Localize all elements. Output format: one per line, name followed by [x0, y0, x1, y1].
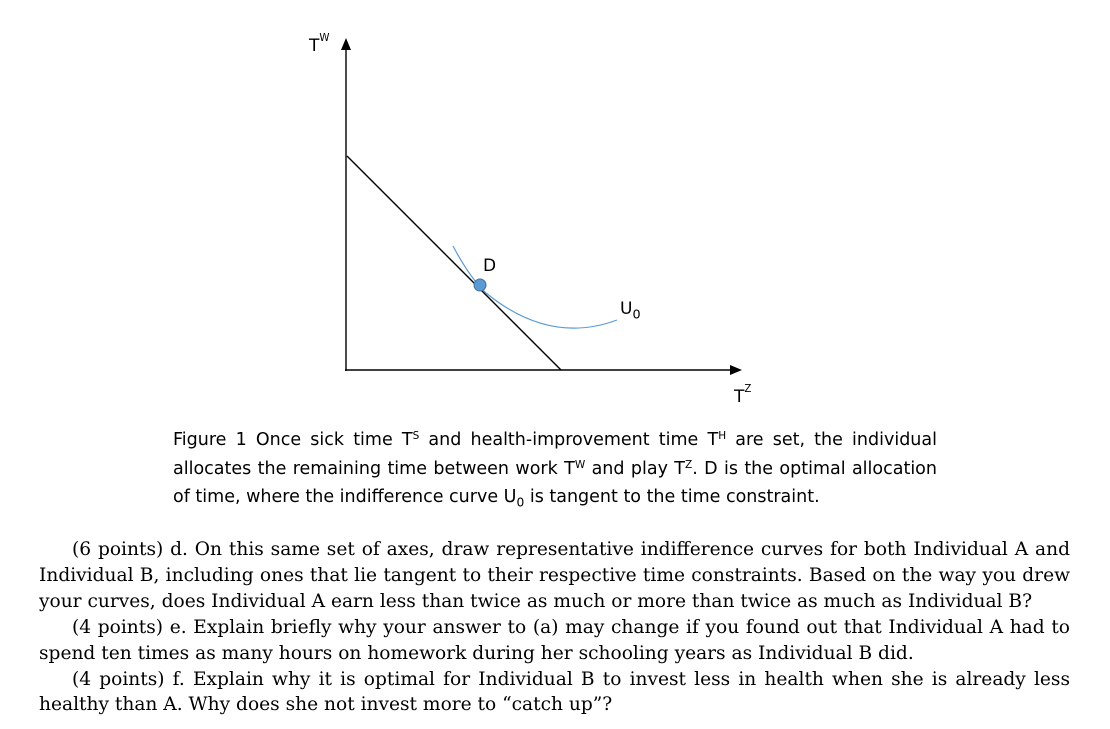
point-d-label: D	[483, 256, 497, 276]
x-axis-label: $T^Z$	[734, 384, 752, 407]
x-axis-arrow	[730, 365, 742, 375]
question-f: (4 points) f. Explain why it is optimal for Individual B to invest less in health when she is already less healthy than A. Why does she not invest more to “catch up”?	[39, 668, 1070, 716]
optimal-point-d	[474, 279, 486, 291]
time-constraint-line	[347, 156, 561, 370]
question-d: (6 points) d. On this same set of axes, draw representative indifference curves for both Individual A and Individual B, including ones that lie tangent to their respective time constraints. Based on the way you drew your curves, does Individual A earn less than twice as much or more than twice as much as Individual B?	[39, 539, 1070, 612]
y-axis-arrow	[341, 38, 351, 50]
questions	[39, 537, 1070, 718]
y-axis-label: $T^W$	[309, 33, 330, 56]
figure-caption: Figure 1 Once sick time $T^S$ and health-improvement time $T^H$ are set, the individual allocates the remaining time between work $T^W$ and play $T^Z$. D is the optimal allocation of time, where the indifference curve $U_0$ is tangent to the time constraint.	[173, 430, 937, 510]
question-e: (4 points) e. Explain briefly why your answer to (a) may change if you found out that Individual A had to spend ten times as many hours on homework during her schooling years as Individual B did.	[39, 616, 1070, 664]
curve-u0-label: $U_0$	[620, 299, 641, 323]
